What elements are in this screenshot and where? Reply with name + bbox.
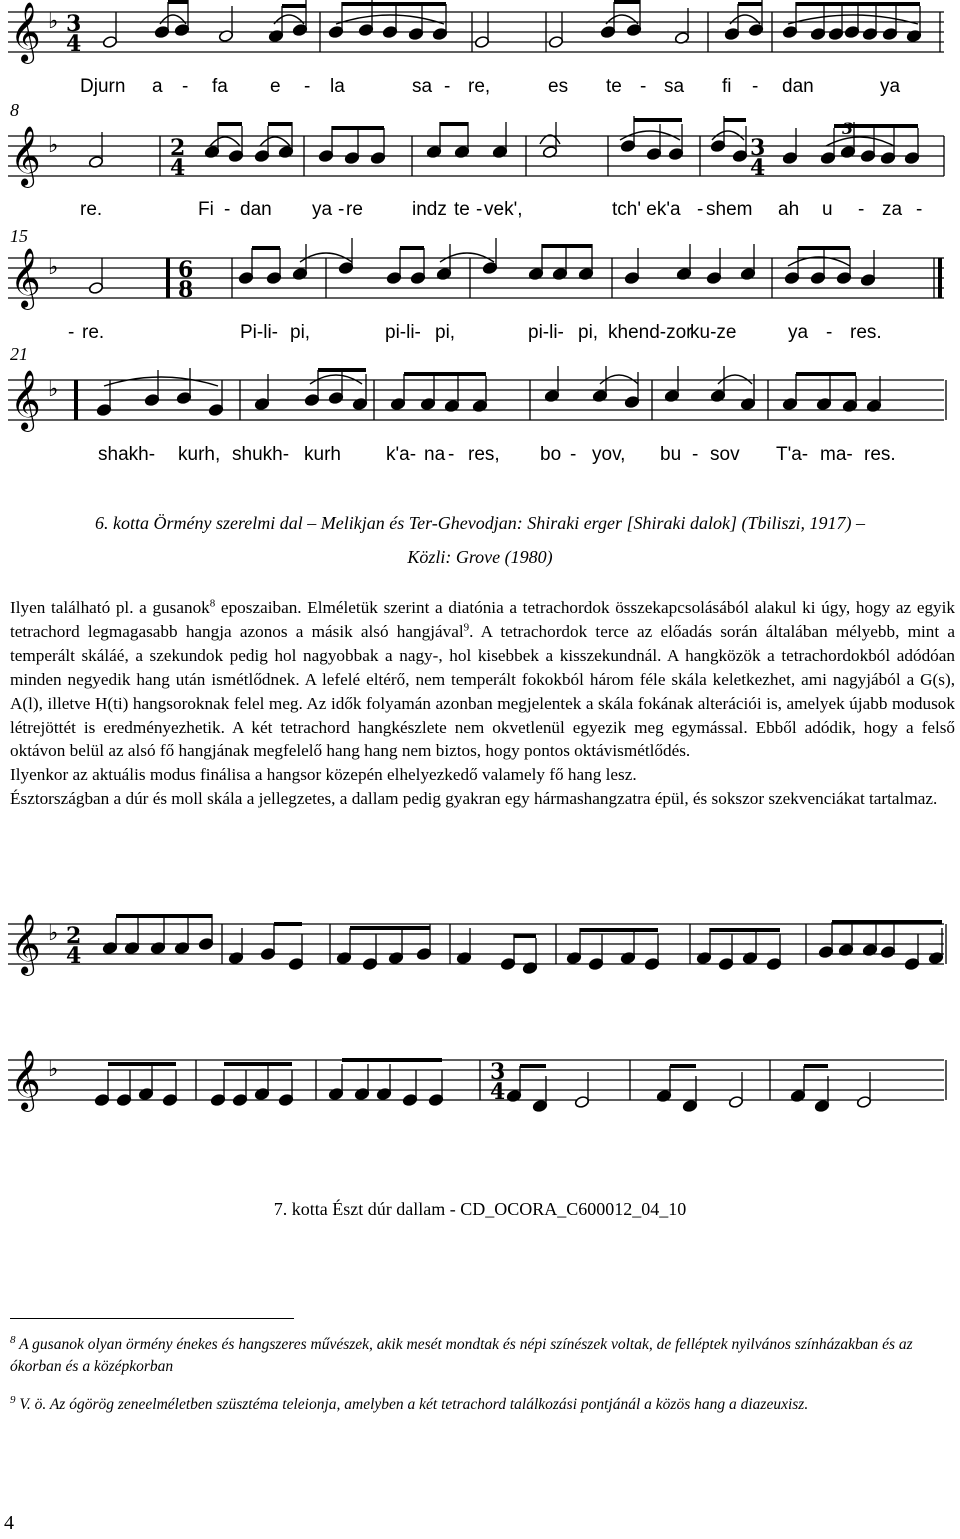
caption-example-7: 7. kotta Észt dúr dallam - CD_OCORA_C600012_04_10 (273, 1199, 687, 1219)
lyric-syllable: te (454, 199, 470, 220)
lyric-syllable: shem (706, 199, 753, 220)
lyric-syllable: - (752, 76, 759, 97)
lyric-syllable: - (304, 76, 311, 97)
text: eposzaiban. Elméletük szerint a diatónia a tetrachordok összekapcsolásából alakul ki úgy, hogy az egyik tetrachord legmagasabb hangja azonos a másik alsó hangjával (10, 598, 956, 641)
lyric-syllable: ya (788, 322, 809, 343)
slur (104, 377, 218, 386)
lyric-syllable: T'a- (776, 444, 809, 465)
lyrics-line-4 (0, 444, 960, 470)
lyric-syllable: dan (240, 199, 272, 220)
lyric-syllable: indz (412, 199, 447, 220)
flat-sign: ♭ (48, 133, 59, 158)
slur (336, 15, 444, 24)
time-signature: 2 (170, 135, 186, 161)
music-notation-armenian (0, 0, 960, 470)
time-signature: 8 (178, 277, 194, 303)
lyric-syllable: tch' ek'a (612, 199, 681, 220)
lyric-syllable: pi, (578, 322, 599, 343)
treble-clef: 𝄞 (10, 126, 41, 186)
lyric-syllable: ma- (820, 444, 853, 465)
lyric-syllable: pi-li- (385, 322, 421, 343)
time-signature: 2 (66, 923, 82, 949)
lyric-syllable: - (476, 199, 483, 220)
lyric-syllable: - (338, 199, 345, 220)
lyric-syllable: la (330, 76, 345, 97)
time-signature: 4 (490, 1079, 506, 1105)
lyric-syllable: re (346, 199, 363, 220)
lyric-syllable: pi-li- (528, 322, 564, 343)
footnote-number: 9 (10, 1393, 16, 1406)
measure-number: 21 (10, 344, 28, 364)
lyric-syllable: - (444, 76, 451, 97)
lyric-syllable: sov (710, 444, 740, 465)
lyric-syllable: te (606, 76, 622, 97)
measure-number: 15 (10, 226, 28, 246)
lyric-syllable: fa (212, 76, 228, 97)
flat-sign: ♭ (48, 921, 59, 946)
paragraph-1 (10, 596, 955, 763)
lyric-syllable: na (424, 444, 446, 465)
lyric-syllable: res. (864, 444, 896, 465)
text: Ilyen található pl. a gusanok (10, 598, 210, 617)
slur (730, 15, 760, 24)
flat-sign: ♭ (48, 255, 59, 280)
lyric-syllable: - (640, 76, 647, 97)
paragraph-2: Ilyenkor az aktuális modus finálisa a hangsor közepén elhelyezkedő valamely fő hang lesz. (10, 765, 637, 785)
lyric-syllable: - (182, 76, 189, 97)
lyric-syllable: Pi-li- (240, 322, 278, 343)
lyric-syllable: fi (722, 76, 732, 97)
time-signature: 3 (750, 135, 766, 161)
time-signature: 4 (66, 943, 82, 969)
treble-clef: 𝄞 (10, 914, 41, 974)
page-number: 4 (4, 1512, 14, 1534)
lyric-syllable: kurh, (178, 444, 221, 465)
lyric-syllable: - (826, 322, 833, 343)
lyric-syllable: - (697, 199, 704, 220)
slur (788, 15, 918, 24)
lyric-syllable: res. (850, 322, 882, 343)
flat-sign: ♭ (48, 9, 59, 34)
slur (160, 15, 186, 24)
lyric-syllable: pi, (290, 322, 311, 343)
time-signature: 3 (66, 11, 82, 37)
slur (210, 137, 240, 146)
time-signature: 4 (170, 155, 186, 181)
lyric-syllable: k'a- (386, 444, 417, 465)
lyric-syllable: sa (664, 76, 685, 97)
lyric-syllable: bu (660, 444, 682, 465)
slur (606, 15, 638, 24)
music-notation-estonian (0, 900, 960, 1140)
lyric-syllable: - (858, 199, 865, 220)
lyric-syllable: ku-ze (690, 322, 737, 343)
lyrics-line-2 (0, 199, 960, 225)
lyric-syllable: sa (412, 76, 433, 97)
body-text (10, 596, 955, 811)
lyric-syllable: vek', (484, 199, 523, 220)
caption-example-6 (0, 510, 960, 570)
lyrics-line-1 (0, 76, 960, 102)
footnote-text: A gusanok olyan örmény énekes és hangszeres művészek, akik mesét mondtak és népi színészek voltak, de felléptek nyilvános színházakban és az ókorban és a középkorban (10, 1336, 913, 1375)
lyric-syllable: khend-zor (608, 322, 693, 343)
lyric-syllable: res, (468, 444, 500, 465)
caption-line-2: Közli: Grove (1980) (407, 547, 553, 567)
paragraph-3: Észtországban a dúr és moll skála a jellegzetes, a dallam pedig gyakran egy hármashangzatra épül, és sokszor szekvenciákat tartalmaz. (10, 789, 938, 809)
lyric-syllable: za (882, 199, 903, 220)
slur (826, 137, 894, 146)
time-signature: 6 (178, 257, 194, 283)
slur (260, 137, 290, 146)
footnote-separator (10, 1318, 294, 1319)
lyric-syllable: Djurn (80, 76, 126, 97)
score-estonian-melody (0, 900, 960, 1140)
slur (274, 15, 304, 24)
lyric-syllable: - (916, 199, 923, 220)
lyric-syllable: pi, (435, 322, 456, 343)
time-signature: 4 (66, 31, 82, 57)
lyric-syllable: a (152, 76, 163, 97)
lyric-syllable: re. (82, 322, 105, 343)
lyric-syllable: - (448, 444, 455, 465)
lyric-syllable: es (548, 76, 569, 97)
lyric-syllable: ya (880, 76, 901, 97)
lyric-syllable: - (68, 322, 75, 343)
flat-sign: ♭ (48, 1057, 59, 1082)
lyric-syllable: dan (782, 76, 814, 97)
time-signature: 3 (490, 1059, 506, 1085)
caption-line-1: 6. kotta Örmény szerelmi dal – Melikjan és Ter-Ghevodjan: Shiraki erger [Shiraki dalok] (Tbiliszi, 1917) – (94, 513, 866, 533)
lyric-syllable: - (692, 444, 699, 465)
lyric-syllable: ya (312, 199, 333, 220)
lyric-syllable: u (822, 199, 833, 220)
text: . A tetrachordok terce az előadás során általában mélyebb, mint a temperált skáláé, a szekundok pedig hol nagyobbak a nagy-, hol kisebbek a kisszekundnál. A hangközök a tetrachordokból adódóan minden negyedik hang után ismétlődnek. A lefelé eltérő, nem temperált fokokból három féle skála keletkezhet, ami nagyjából a G(s), A(l), illetve H(ti) hangsoroknak felel meg. Az idők folyamán azonban megjelentek a skála fokának alterációi is, amelyek újabb modusok létrejöttét is eredményezhetik. A két tetrachord hangkészlete nem okvetlenül egyezik meg egymással. Ebből adódik, hogy a felső oktávon belül az alsó fő hangjának megfelelő hang hang nem biztos, hogy pontos oktávismétlődés. (10, 621, 955, 761)
score-armenian-song (0, 0, 960, 470)
treble-clef: 𝄞 (10, 2, 41, 62)
lyric-syllable: Fi (198, 199, 214, 220)
treble-clef: 𝄞 (10, 1050, 41, 1110)
tuplet-number: 3 (842, 119, 854, 138)
lyric-syllable: kurh (304, 444, 341, 465)
time-signature: 4 (750, 155, 766, 181)
footnote-8 (10, 1334, 950, 1378)
lyric-syllable: ah (778, 199, 800, 220)
lyric-syllable: yov, (592, 444, 626, 465)
footnote-number: 8 (10, 1333, 16, 1346)
lyric-syllable: shakh- (98, 444, 156, 465)
lyric-syllable: e (270, 76, 281, 97)
flat-sign: ♭ (48, 377, 59, 402)
lyric-syllable: - (570, 444, 577, 465)
footnote-ref-9[interactable]: 9 (463, 621, 470, 634)
lyric-syllable: re. (80, 199, 103, 220)
measure-number: 8 (10, 100, 19, 120)
footnote-ref-8[interactable]: 8 (209, 597, 216, 610)
lyric-syllable: shukh- (232, 444, 290, 465)
treble-clef: 𝄞 (10, 370, 41, 430)
lyric-syllable: re, (468, 76, 491, 97)
treble-clef: 𝄞 (10, 248, 41, 308)
footnote-text: V. ö. Az ógörög zeneelméletben szüsztéma teleionja, amelyben a két tetrachord találkozási pontjánál a közös hang a diazeuxisz. (19, 1396, 809, 1413)
footnote-9 (10, 1394, 950, 1416)
lyric-syllable: bo (540, 444, 562, 465)
lyrics-line-3 (0, 322, 960, 348)
lyric-syllable: - (224, 199, 231, 220)
